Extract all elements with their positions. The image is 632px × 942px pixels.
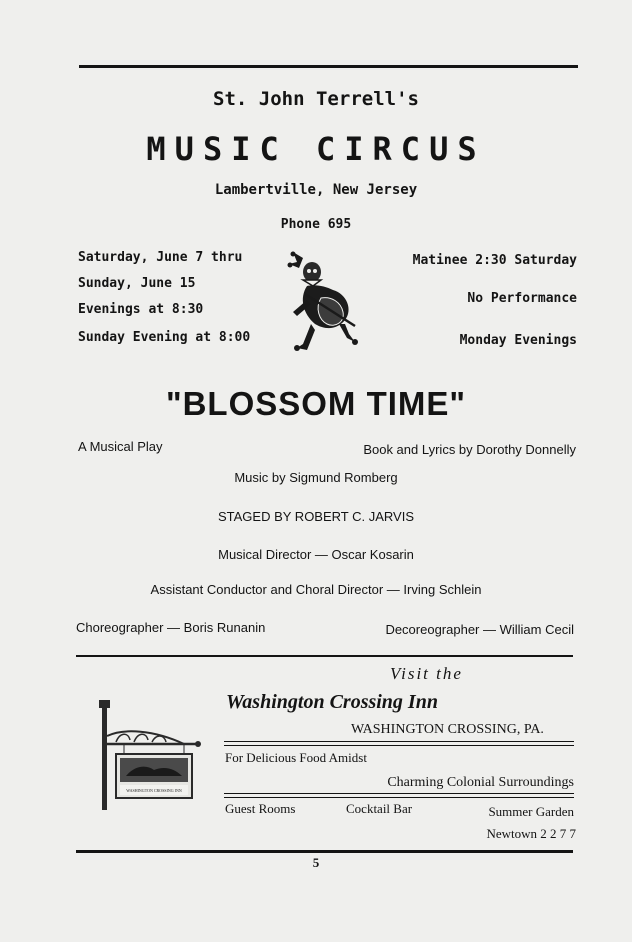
music-credit: Music by Sigmund Romberg [234,470,398,485]
schedule-left-1: Saturday, June 7 thru [78,250,243,265]
genre: A Musical Play [78,439,163,454]
schedule-right-3: Monday Evenings [459,333,577,348]
bottom-rule [76,850,573,853]
phone: Phone 695 [280,217,352,232]
schedule-right-1: Matinee 2:30 Saturday [412,253,577,268]
inn-phone: Newtown 2 2 7 7 [486,826,576,841]
schedule-right-2: No Performance [467,291,577,306]
top-rule [79,65,578,68]
ad-top-rule [76,655,573,657]
ad-line-2: Charming Colonial Surroundings [387,775,574,790]
staged-credit: STAGED BY ROBERT C. JARVIS [217,509,415,524]
ad-rule-3 [224,793,574,794]
amenity-cocktail-bar: Cocktail Bar [346,801,413,816]
schedule-left-3: Evenings at 8:30 [78,302,204,317]
decoreographer: Decoreographer — William Cecil [385,622,574,637]
amenity-guest-rooms: Guest Rooms [225,801,296,816]
jester-violinist-icon [285,250,365,354]
schedule-left-4: Sunday Evening at 8:00 [78,330,251,345]
svg-text:WASHINGTON CROSSING INN: WASHINGTON CROSSING INN [126,788,182,793]
book-credit: Book and Lyrics by Dorothy Donnelly [363,442,576,457]
assistant-conductor: Assistant Conductor and Choral Director — Irving Schlein [150,582,482,597]
presenter: St. John Terrell's [213,88,419,110]
ad-rule-1 [224,741,574,742]
ad-rule-4 [224,797,574,798]
show-title: "BLOSSOM TIME" [165,385,467,422]
ad-rule-2 [224,745,574,746]
ad-visit: Visit the [390,664,463,683]
choreographer: Choreographer — Boris Runanin [76,620,266,635]
venue-title: MUSIC CIRCUS [146,130,486,168]
inn-place: WASHINGTON CROSSING, PA. [351,722,544,737]
schedule-left-2: Sunday, June 15 [78,276,196,291]
location: Lambertville, New Jersey [214,182,418,198]
inn-name: Washington Crossing Inn [226,691,438,713]
amenity-summer-garden: Summer Garden [488,804,574,819]
ad-line-1: For Delicious Food Amidst [225,750,367,765]
musical-director: Musical Director — Oscar Kosarin [218,547,414,562]
page-number: 5 [312,855,320,870]
inn-sign-icon [94,696,204,814]
